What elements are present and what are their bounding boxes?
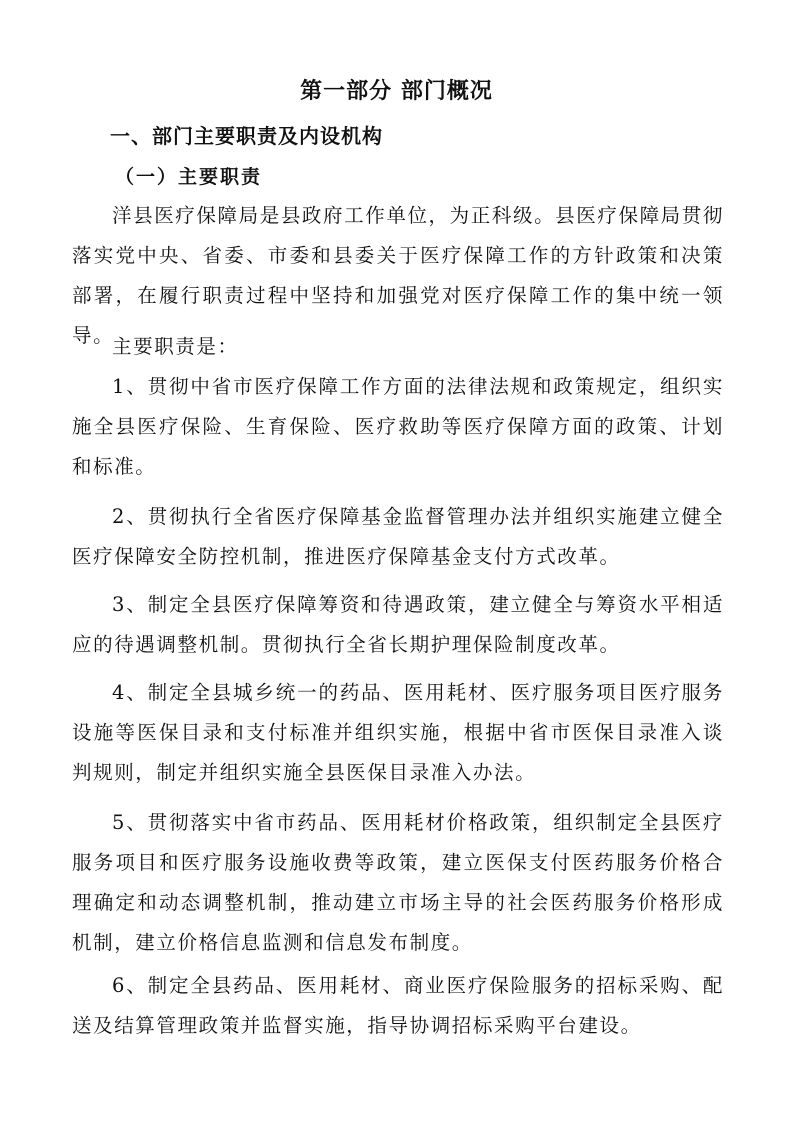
duties-lead: 主要职责是：	[112, 335, 239, 358]
duty-item-1: 1、贯彻中省市医疗保障工作方面的法律法规和政策规定，组织实施全县医疗保险、生育保险、医疗救助等医疗保障方面的政策、计划和标准。	[72, 375, 724, 478]
intro-paragraph: 洋县医疗保障局是县政府工作单位，为正科级。县医疗保障局贯彻落实党中央、省委、市委和县委关于医疗保障工作的方针政策和决策部署，在履行职责过程中坚持和加强党对医疗保障工作的集中统一领导。	[72, 204, 724, 347]
duty-item-6: 6、制定全县药品、医用耗材、商业医疗保险服务的招标采购、配送及结算管理政策并监督实施，指导协调招标采购平台建设。	[72, 974, 724, 1037]
duty-item-2: 2、贯彻执行全省医疗保障基金监督管理办法并组织实施建立健全医疗保障安全防控机制，推进医疗保障基金支付方式改革。	[72, 505, 724, 568]
section-heading: 一、部门主要职责及内设机构	[110, 124, 383, 148]
duty-item-5: 5、贯彻落实中省市药品、医用耗材价格政策，组织制定全县医疗服务项目和医疗服务设施收费等政策，建立医保支付医药服务价格合理确定和动态调整机制，推动建立市场主导的社会医药服务价格形成机制，建立价格信息监测和信息发布制度。	[72, 811, 724, 954]
page-title: 第一部分 部门概况	[300, 79, 493, 104]
duty-item-4: 4、制定全县城乡统一的药品、医用耗材、医疗服务项目医疗服务设施等医保目录和支付标准并组织实施，根据中省市医保目录准入谈判规则，制定并组织实施全县医保目录准入办法。	[72, 681, 724, 784]
subsection-heading: （一）主要职责	[115, 166, 263, 188]
duty-item-3: 3、制定全县医疗保障筹资和待遇政策，建立健全与筹资水平相适应的待遇调整机制。贯彻执行全省长期护理保险制度改革。	[72, 593, 724, 656]
